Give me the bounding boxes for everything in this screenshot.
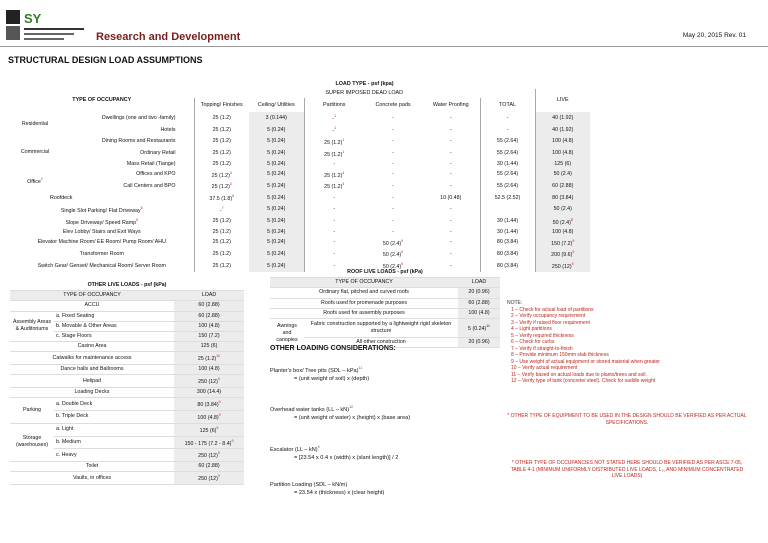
other-live-load-header: LOAD — [174, 291, 244, 301]
other-live-label: a. Double Deck — [54, 398, 174, 411]
other-live-row — [10, 398, 244, 411]
row-label: Call Centers and BPO — [123, 182, 176, 189]
other-live-value: 250 $(12)^9$ — [174, 472, 244, 485]
row-value: 55 (2.64) — [480, 169, 535, 181]
note-item: 9 – Use weight of actual equipment or stored material when greater — [511, 358, 660, 365]
row-value: - — [392, 171, 394, 177]
other-live-row — [10, 375, 244, 388]
row-value: 5 (0.24) — [249, 124, 304, 136]
row-value: - — [449, 160, 452, 167]
row-value: - — [449, 250, 452, 257]
note-item: 6 – Check for curbs — [511, 339, 555, 345]
other-loading-title: OTHER LOADING CONSIDERATIONS: — [270, 345, 396, 352]
row-value: -$^1$ — [304, 124, 364, 136]
header-divider — [0, 46, 768, 47]
roof-live-loads-table — [270, 268, 500, 348]
col-concrete-pads: Concrete pads — [375, 101, 411, 108]
other-live-label: a. Fixed Seating — [54, 311, 174, 321]
load-row — [10, 136, 590, 148]
escalator-formula: Escalator (LL – kN)$^9$ = [23.54 x 0.4 x (width) x (slant length)] / 2 — [270, 445, 399, 461]
other-live-value: 60 (2.88) — [174, 462, 244, 472]
row-value: - — [392, 138, 394, 145]
other-live-label: Helipad — [10, 375, 174, 388]
row-label: Switch Gear/ Genset/ Mechanical Room/ Server Room — [37, 262, 166, 269]
row-value: - — [480, 112, 535, 124]
row-value: 80 (3.84) — [480, 248, 535, 260]
row-value: - — [449, 150, 452, 157]
load-row — [10, 192, 590, 204]
row-value: 5 (0.24) — [249, 192, 304, 204]
row-value: 30 (1.44) — [480, 216, 535, 228]
row-value: - — [304, 237, 364, 249]
row-value — [480, 204, 535, 216]
row-label: Mass Retail (Tiange) — [126, 160, 176, 167]
row-value: 100 (4.8) — [535, 148, 590, 160]
note-item: 4 – Light partitions — [511, 326, 552, 332]
row-value: 25 $(1.2)^4$ — [304, 180, 364, 192]
row-value: 55 (2.64) — [480, 136, 535, 148]
row-value: 5 (0.24) — [249, 136, 304, 148]
other-live-row — [10, 423, 244, 436]
row-value: 25 (1.2) — [194, 159, 249, 168]
row-value: 55 (2.64) — [480, 180, 535, 192]
other-live-label: Casino Area — [10, 342, 174, 352]
row-label: Hotels — [160, 126, 176, 133]
row-value: 150 $(7.2)^9$ — [535, 237, 590, 249]
other-live-row — [10, 352, 244, 365]
row-value: - — [392, 228, 394, 235]
other-live-row — [10, 462, 244, 472]
other-live-label: ACCU — [10, 301, 174, 311]
row-value: 80 (3.84) — [535, 192, 590, 204]
row-value: 25 $(1.2)^3$ — [194, 180, 249, 192]
roof-type-header: TYPE OF OCCUPANCY — [270, 278, 458, 288]
other-live-value: 100 (4.8) — [174, 321, 244, 331]
roof-row: Ordinary flat, pitched and curved roofs — [270, 288, 458, 298]
note-item: 1 – Check for actual load of partitions — [511, 306, 594, 313]
row-value: - — [304, 260, 364, 272]
row-value: 25 $(1.2)^1$ — [304, 148, 364, 160]
row-value: 25 (1.2) — [194, 112, 249, 124]
row-value: 3 (0.144) — [249, 112, 304, 124]
row-value: 50 (2.4) — [535, 204, 590, 216]
other-live-value: 250 $(12)^9$ — [174, 375, 244, 388]
row-value: - — [449, 182, 452, 189]
row-label: Transformer Room — [79, 250, 124, 257]
other-live-value: 125 $(6)^9$ — [174, 423, 244, 436]
group-label: Residential — [21, 120, 49, 127]
note-item: 12 – Verify type of tank (concrete/ steel). Check for saddle weight — [511, 378, 656, 384]
other-live-label: Catwalks for maintenance access — [10, 352, 174, 365]
other-live-loads-table — [10, 281, 244, 485]
load-row — [10, 204, 590, 216]
row-value: 100 (4.8) — [535, 136, 590, 148]
row-value: 80 (3.84) — [480, 237, 535, 249]
load-row — [10, 159, 590, 168]
row-value: - — [392, 194, 394, 201]
planter-formula: Planter's box/ Tree pits (SDL – kPa)$^{11}$ = (unit weight of soil) x (depth) — [270, 366, 370, 382]
row-value: 25 $(1.2)^4$ — [304, 169, 364, 181]
row-value: - — [449, 126, 452, 133]
other-live-row — [10, 342, 244, 352]
row-value: 25 (1.2) — [194, 260, 249, 272]
row-value: 250 $(12)^9$ — [535, 260, 590, 272]
row-value: - — [449, 218, 452, 225]
row-value: 25 (1.2) — [194, 248, 249, 260]
row-value: - — [449, 138, 452, 145]
load-row — [10, 237, 590, 249]
row-value: - — [392, 160, 394, 167]
other-live-label: b. Movable & Other Areas — [54, 321, 174, 331]
load-row — [10, 124, 590, 136]
group-label: Parking — [10, 398, 54, 424]
row-value: 5 (0.24) — [249, 180, 304, 192]
col-partitions: Partitions — [304, 98, 364, 112]
group-label: Office$^2$ — [27, 176, 43, 185]
row-value: - — [392, 126, 394, 133]
row-value: - — [449, 206, 452, 213]
note-item: 3 – Verify if raised floor requirement — [511, 319, 590, 326]
row-value: 25 (1.2) — [194, 124, 249, 136]
row-value: - — [392, 206, 394, 213]
row-value: 10 (0.48) — [440, 194, 462, 201]
other-live-label: Loading Decks — [10, 388, 174, 398]
note-item: 5 – Verify required thickness — [511, 332, 574, 339]
group-label: Storage (warehouses) — [10, 423, 54, 461]
row-value: 5 (0.24) — [249, 216, 304, 228]
row-value: - — [304, 248, 364, 260]
other-live-label: b. Medium — [54, 436, 174, 449]
load-row — [10, 148, 590, 160]
row-value: 25 $(1.2)^3$ — [194, 169, 249, 181]
row-value: 55 (2.64) — [480, 148, 535, 160]
row-value: - — [304, 216, 364, 228]
load-row — [10, 227, 590, 236]
row-value: - — [480, 124, 535, 136]
row-value: 40 (1.92) — [535, 124, 590, 136]
notes-title: NOTE: — [507, 300, 523, 306]
load-type-header: LOAD TYPE - psf (kpa) — [335, 81, 394, 88]
load-row — [10, 216, 590, 228]
row-value: 100 (4.8) — [535, 227, 590, 236]
occupancy-header: TYPE OF OCCUPANCY — [72, 97, 132, 104]
main-load-table — [10, 80, 590, 272]
other-live-label: a. Light — [54, 423, 174, 436]
row-value: - — [449, 239, 452, 246]
roof-row-value: 20 (0.96) — [458, 288, 500, 298]
row-value: 37.5 $(1.8)^5$ — [194, 192, 249, 204]
row-label: Single Slot Parking/ Flat Driveway$^6$ — [60, 205, 143, 214]
other-live-value: 25 $(1.2)^{10}$ — [174, 352, 244, 365]
other-live-row — [10, 311, 244, 321]
row-value: - — [304, 204, 364, 216]
other-live-value: 100 (4.8) — [174, 365, 244, 375]
row-value: 40 (1.92) — [535, 112, 590, 124]
row-value: 5 (0.24) — [249, 237, 304, 249]
row-value: - — [304, 227, 364, 236]
row-value: 5 (0.24) — [249, 248, 304, 260]
row-value: 25 (1.2) — [194, 237, 249, 249]
occupancy-note: * OTHER TYPE OF OCCUPANCIES NOT STATED HERE SHOULD BE VERIFIED AS PER ASCE 7-05, TABLE 4-1 (MINIMUM UNIFORMLY DISTRIBUTED LIVE LOADS, L₀, AND MINIMUM CONCENTRATED LIVE LOADS) — [510, 460, 744, 479]
row-value: -$^1$ — [304, 112, 364, 124]
roof-row-value: 5 $(0.24)^{11}$ — [458, 318, 500, 337]
row-label: Offices and KPO — [136, 171, 176, 177]
group-label: Assembly Areas & Auditoriums — [10, 311, 54, 342]
roof-row: All other construction — [304, 337, 458, 347]
row-label: Ordinary Retail — [140, 150, 176, 157]
roof-row: Roofs used for promenade purposes — [270, 298, 458, 308]
other-live-value: 60 (2.88) — [174, 301, 244, 311]
row-value: 30 (1.44) — [480, 227, 535, 236]
row-value: 80 (3.84) — [480, 260, 535, 272]
load-row — [10, 248, 590, 260]
row-value: 5 (0.24) — [249, 159, 304, 168]
row-value: 5 (0.24) — [249, 148, 304, 160]
other-live-label: c. Heavy — [54, 449, 174, 462]
other-live-label: Toilet — [10, 462, 174, 472]
other-live-type-header: TYPE OF OCCUPANCY — [10, 291, 174, 301]
row-label: Elev Lobby/ Stairs and Exit Ways — [62, 228, 141, 235]
roof-row: Fabric construction supported by a lightweight rigid skeleton structure — [304, 318, 458, 337]
load-row — [10, 169, 590, 181]
other-live-value: 60 (2.88) — [174, 311, 244, 321]
other-live-value: 250 $(12)^9$ — [174, 449, 244, 462]
other-live-value: 125 (6) — [174, 342, 244, 352]
row-value: - — [449, 262, 452, 269]
super-imposed-header: SUPER IMPOSED DEAD LOAD — [325, 90, 404, 97]
row-value: 50 (2.4) — [535, 169, 590, 181]
row-value: - — [449, 228, 452, 235]
other-live-label: b. Triple Deck — [54, 410, 174, 423]
other-live-row — [10, 388, 244, 398]
row-value: - — [392, 218, 394, 225]
row-value: 50 $(2.4)^9$ — [382, 250, 404, 259]
header-date: May 20, 2015 Rev. 01 — [682, 32, 746, 39]
row-value: 25 (1.2) — [194, 136, 249, 148]
row-label: Slope Driveway/ Speed Ramp$^6$ — [65, 217, 139, 226]
other-live-label: Dance halls and Ballrooms — [10, 365, 174, 375]
row-value: 5 (0.24) — [249, 260, 304, 272]
row-value: - — [449, 114, 452, 121]
row-value: 50 $(2.4)^9$ — [382, 262, 404, 270]
row-value: 25 (1.2) — [194, 216, 249, 228]
roof-row-value: 60 (2.88) — [458, 298, 500, 308]
col-topping: Topping/ Finishes — [194, 98, 249, 112]
row-value: - — [392, 114, 394, 121]
group-label: Commercial — [20, 148, 50, 155]
other-live-title: OTHER LIVE LOADS - psf (kPa) — [10, 281, 244, 291]
note-item: 2 – Verify occupancy requirement — [511, 313, 586, 319]
other-live-value: 150 (7.2) — [174, 331, 244, 341]
row-value: 5 (0.24) — [249, 169, 304, 181]
row-value: 25 $(1.2)^1$ — [304, 136, 364, 148]
other-live-value: 300 (14.4) — [174, 388, 244, 398]
roof-row: Roofs used for assembly purposes — [270, 308, 458, 318]
row-value: 125 (6) — [535, 159, 590, 168]
row-value: -$^7$ — [194, 204, 249, 216]
company-logo — [4, 8, 96, 50]
row-value: 60 (2.88) — [535, 180, 590, 192]
notes-block — [507, 300, 660, 385]
equipment-note: * OTHER TYPE OF EQUIPMENT TO BE USED IN THE DESIGN SHOULD BE VERIFIED AS PER ACTUAL SPECIFICATIONS. — [507, 413, 747, 426]
awnings-label: Awnings and canopies — [270, 318, 304, 347]
roof-row-value: 100 (4.8) — [458, 308, 500, 318]
water-tank-formula: Overhead water tanks (LL – kN)$^{12}$ = (unit weight of water) x (height) x (base area) — [270, 405, 411, 421]
roof-row-value: 20 (0.96) — [458, 337, 500, 347]
other-live-row — [10, 301, 244, 311]
note-item: 7 – Verify if straight-to-finish — [511, 345, 573, 352]
row-label: Dining Rooms and Restaurants — [101, 138, 176, 145]
live-header: LIVE — [535, 89, 590, 112]
row-value: 5 (0.24) — [249, 227, 304, 236]
other-live-value: 100 $(4.8)^9$ — [174, 410, 244, 423]
other-live-value: 80 $(3.84)^9$ — [174, 398, 244, 411]
row-value: 30 (1.44) — [480, 159, 535, 168]
row-value: 52.5 (2.52) — [480, 192, 535, 204]
row-value: - — [304, 192, 364, 204]
note-item: 11 – Verify based on actual loads due to plants/trees and soil. — [511, 371, 647, 378]
row-value: - — [392, 150, 394, 157]
roof-load-header: LOAD — [458, 278, 500, 288]
load-row — [10, 180, 590, 192]
other-live-row — [10, 472, 244, 485]
row-label: Dwellings (one and two -family) — [101, 114, 176, 121]
svg-text:SY: SY — [24, 11, 42, 26]
other-live-row — [10, 365, 244, 375]
roof-live-title: ROOF LIVE LOADS - psf (kPa) — [270, 268, 500, 278]
other-live-label: Vaults, in offices — [10, 472, 174, 485]
load-row — [10, 112, 590, 124]
row-value: - — [392, 182, 394, 189]
col-total: TOTAL — [480, 98, 535, 112]
row-value: 5 (0.24) — [249, 204, 304, 216]
row-value: 200 $(9.6)^9$ — [535, 248, 590, 260]
header-title: Research and Development — [96, 31, 241, 43]
other-live-value: 150 - 175 (7.2 - 8.4)$^9$ — [174, 436, 244, 449]
note-item: 8 – Provide minimum 150mm slab thickness — [511, 352, 609, 358]
row-value: 50 $(2.4)^9$ — [382, 238, 404, 247]
row-value: - — [449, 171, 452, 177]
other-live-label: c. Stage Floors — [54, 331, 174, 341]
col-water-proofing: Water Proofing — [432, 101, 469, 108]
page-title: STRUCTURAL DESIGN LOAD ASSUMPTIONS — [8, 55, 203, 65]
note-item: 10 – Verify actual requirement — [511, 365, 578, 371]
row-value: 50 $(2.4)^8$ — [535, 216, 590, 228]
row-label: Elevator Machine Room/ EE Room/ Pump Room/ AHU — [37, 239, 166, 246]
row-value: 25 (1.2) — [194, 227, 249, 236]
partition-formula: Partition Loading (SDL – kN/m) = 23.54 x (thickness) x (clear height) — [270, 482, 385, 496]
row-value: 25 (1.2) — [194, 148, 249, 160]
col-ceiling: Ceiling/ Utilities — [257, 101, 295, 108]
row-label: Roofdeck — [50, 194, 73, 201]
row-value: - — [304, 159, 364, 168]
